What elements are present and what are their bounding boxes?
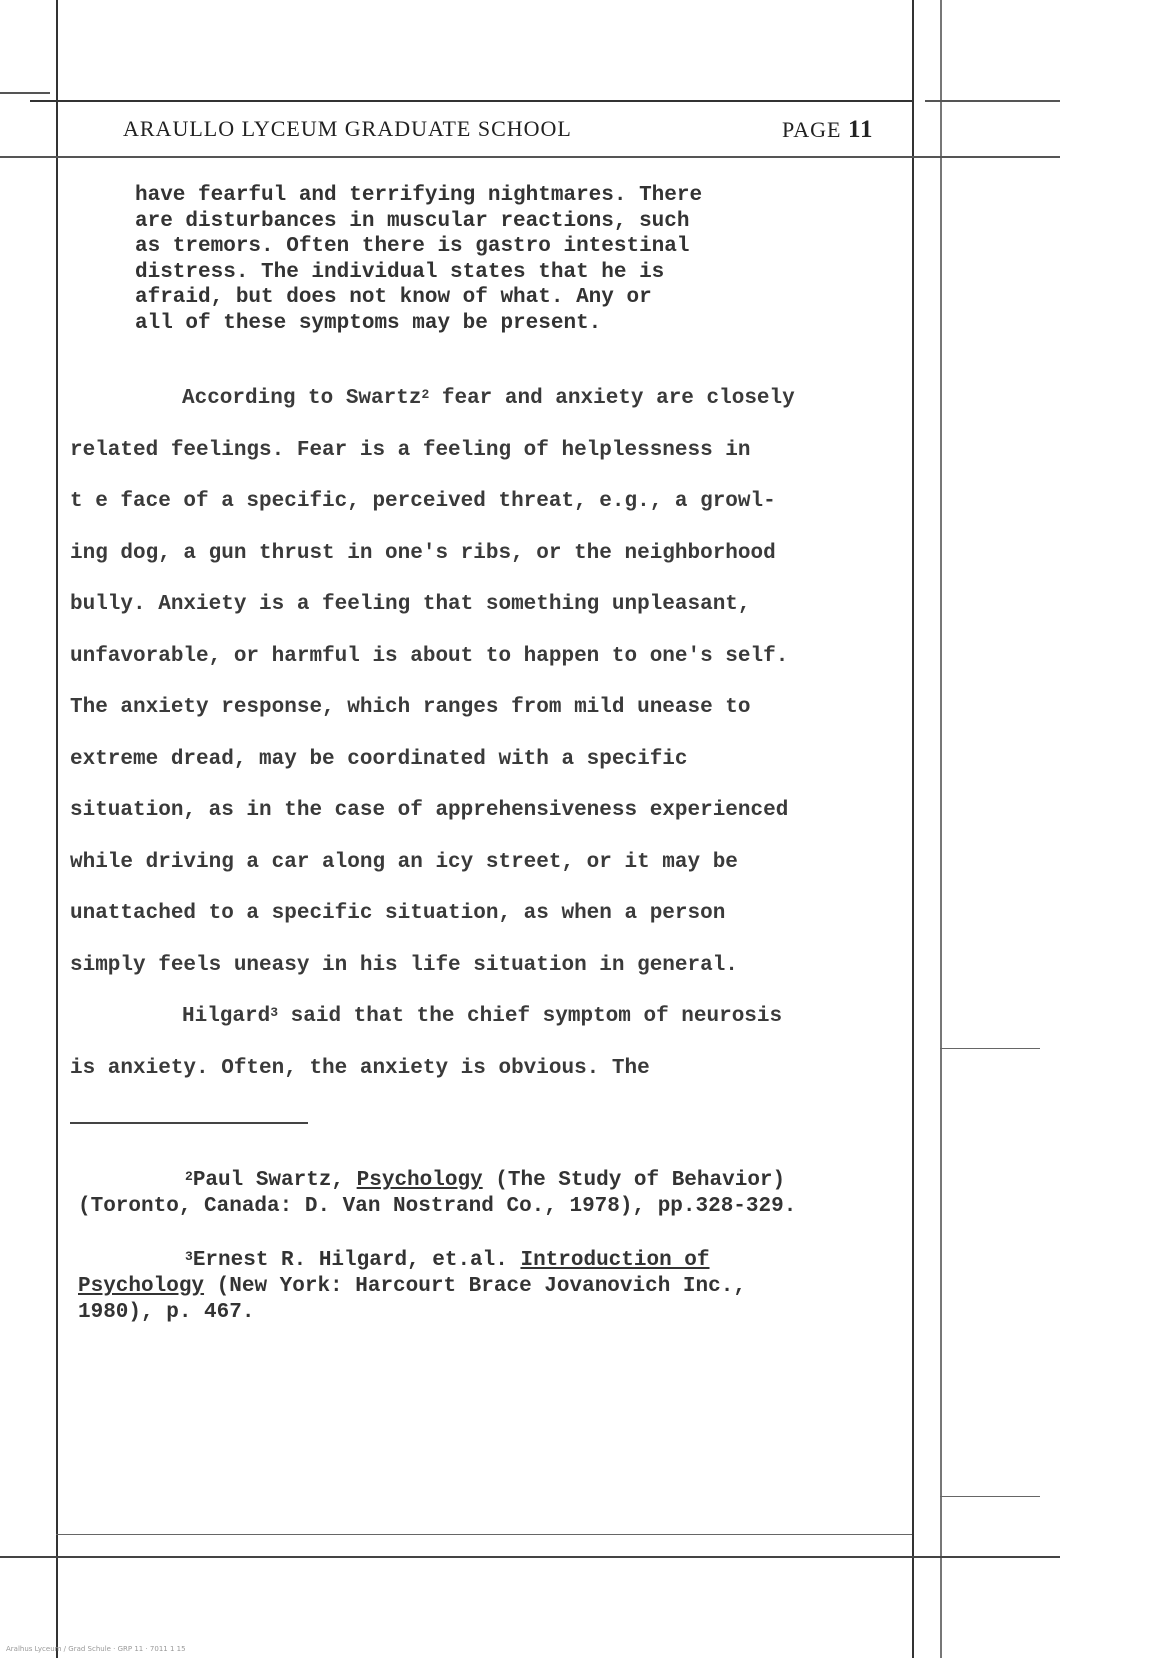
body-line: unfavorable, or harmful is about to happen to one's self. <box>70 644 789 668</box>
outer-left-top-rule <box>0 92 50 94</box>
body-line: bully. Anxiety is a feeling that something unpleasant, <box>70 593 751 616</box>
outer-top-right-rule <box>925 100 1060 102</box>
header-top-rule <box>30 100 912 102</box>
body-line: is anxiety. Often, the anxiety is obvious. The <box>70 1056 650 1080</box>
page-number-header <box>782 116 874 144</box>
bottom-inner-rule <box>56 1534 912 1535</box>
footnote-ref-2: 2 <box>421 387 430 402</box>
quote-line: as tremors. Often there is gastro intestinal <box>135 235 690 258</box>
page-number: 11 <box>847 116 874 143</box>
quote-line: are disturbances in muscular reactions, such <box>135 209 690 233</box>
body-line: unattached to a specific situation, as when a person <box>70 902 726 925</box>
footnote-separator <box>70 1122 308 1124</box>
quote-line: all of these symptoms may be present. <box>135 311 602 335</box>
header-bottom-rule <box>0 156 1060 158</box>
quote-block <box>135 183 835 336</box>
footnote-2-title: Psychology <box>356 1169 483 1192</box>
body-line: t e face of a specific, perceived threat, e.g., a growl- <box>70 490 776 513</box>
body-line: extreme dread, may be coordinated with a specific <box>70 747 688 771</box>
right-outer-rule <box>940 0 942 1658</box>
body-line: The anxiety response, which ranges from mild unease to <box>70 696 751 719</box>
body-line: related feelings. Fear is a feeling of helplessness in <box>70 438 751 462</box>
footnote-2: $^2$Paul Swartz, Psychology (The Study of Behavior) (Toronto, Canada: D. Van Nostrand Co., 1978), pp.328-329. <box>78 1169 797 1218</box>
outer-right-mid-rule <box>940 1048 1040 1049</box>
body-line: while driving a car along an icy street, or it may be <box>70 850 738 874</box>
footnote-3: $^3$Ernest R. Hilgard, et.al. Introduction of Psychology (New York: Harcourt Brace Jovanovich Inc., 1980), p. 467. <box>78 1249 746 1324</box>
scan-footer-text: Aralhus Lyceum / Grad Schule · GRP 11 · 7011 1 15 <box>6 1645 186 1653</box>
left-margin-rule <box>56 0 58 1658</box>
body-line: simply feels uneasy in his life situation in general. <box>70 953 738 977</box>
footnote-3-title: Introduction of <box>520 1249 710 1272</box>
quote-line: have fearful and terrifying nightmares. There <box>135 184 703 207</box>
outer-right-lower-rule <box>940 1496 1040 1497</box>
footnote-ref-3: 3 <box>270 1005 279 1020</box>
school-name-header: ARAULLO LYCEUM GRADUATE SCHOOL <box>123 116 572 141</box>
footnotes <box>78 1168 938 1354</box>
body-text <box>70 373 930 1094</box>
quote-line: distress. The individual states that he is <box>135 260 665 284</box>
body-line: ing dog, a gun thrust in one's ribs, or the neighborhood <box>70 541 776 565</box>
page-label: PAGE <box>782 117 842 142</box>
paragraph-2-first-line: Hilgard$^3$ said that the chief symptom of neurosis <box>182 1005 783 1028</box>
paragraph-1-first-line: According to Swartz$^2$ fear and anxiety are closely <box>182 387 795 410</box>
body-line: situation, as in the case of apprehensiveness experienced <box>70 799 789 822</box>
bottom-rule <box>0 1556 1060 1558</box>
quote-line: afraid, but does not know of what. Any or <box>135 286 652 309</box>
